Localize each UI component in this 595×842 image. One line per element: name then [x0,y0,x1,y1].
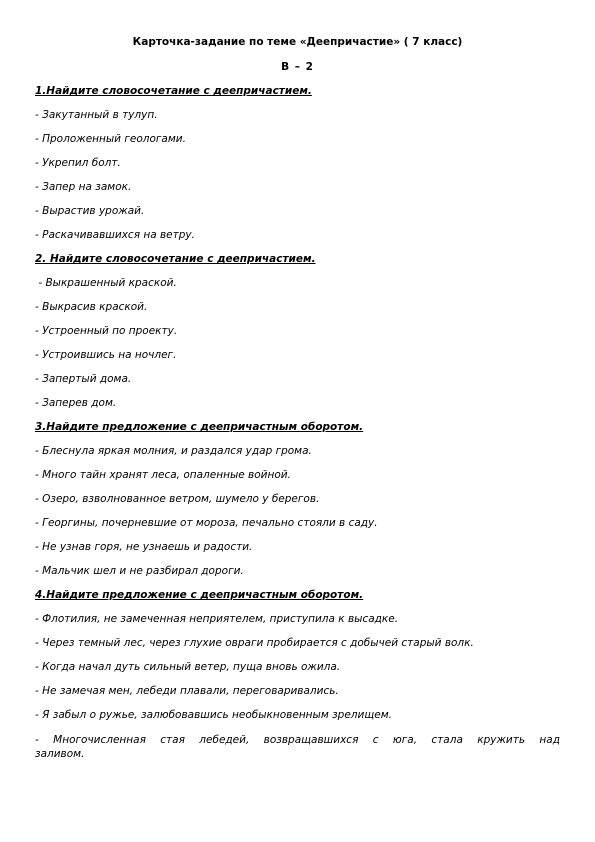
task-4-option-6: - Многочисленная стая лебедей, возвращавшихся с юга, стала кружить над заливом. [35,734,560,760]
task-3-option-4: - Георгины, почерневшие от мороза, печально стояли в саду. [35,517,378,529]
task-3-heading: 3.Найдите предложение с деепричастным оборотом. [35,421,364,433]
task-3-option-2: - Много тайн хранят леса, опаленные войной. [35,469,291,481]
task-3-option-1: - Блеснула яркая молния, и раздался удар грома. [35,445,312,457]
task-3-option-5: - Не узнав горя, не узнаешь и радости. [35,541,253,553]
task-1-option-3: - Укрепил болт. [35,157,121,169]
variant-label: В – 2 [281,61,314,73]
task-4-option-1: - Флотилия, не замеченная неприятелем, приступила к высадке. [35,613,399,625]
task-1-option-2: - Проложенный геологами. [35,133,186,145]
task-1-option-5: - Вырастив урожай. [35,205,145,217]
task-1-option-4: - Запер на замок. [35,181,132,193]
task-2-option-4: - Устроившись на ночлег. [35,349,177,361]
task-1-option-6: - Раскачивавшихся на ветру. [35,229,195,241]
task-3-option-3: - Озеро, взволнованное ветром, шумело у берегов. [35,493,320,505]
task-3-option-6: - Мальчик шел и не разбирал дороги. [35,565,244,577]
task-4-option-2: - Через темный лес, через глухие овраги пробирается с добычей старый волк. [35,637,474,649]
task-2-option-3: - Устроенный по проекту. [35,325,178,337]
task-2-option-5: - Запертый дома. [35,373,132,385]
page-title: Карточка-задание по теме «Деепричастие» ( 7 класс) [132,36,463,48]
task-2-option-6: - Заперев дом. [35,397,117,409]
task-1-option-1: - Закутанный в тулуп. [35,109,158,121]
task-2-heading: 2. Найдите словосочетание с деепричастием. [35,253,316,265]
task-4-option-3: - Когда начал дуть сильный ветер, пуща вновь ожила. [35,661,341,673]
task-4-option-5: - Я забыл о ружье, залюбовавшись необыкновенным зрелищем. [35,709,392,721]
task-2-option-2: - Выкрасив краской. [35,301,148,313]
task-2-option-1: - Выкрашенный краской. [35,277,177,289]
task-4-heading: 4.Найдите предложение с деепричастным оборотом. [35,589,364,601]
task-4-option-4: - Не замечая мен, лебеди плавали, переговаривались. [35,685,339,697]
task-1-heading: 1.Найдите словосочетание с деепричастием. [35,85,312,97]
